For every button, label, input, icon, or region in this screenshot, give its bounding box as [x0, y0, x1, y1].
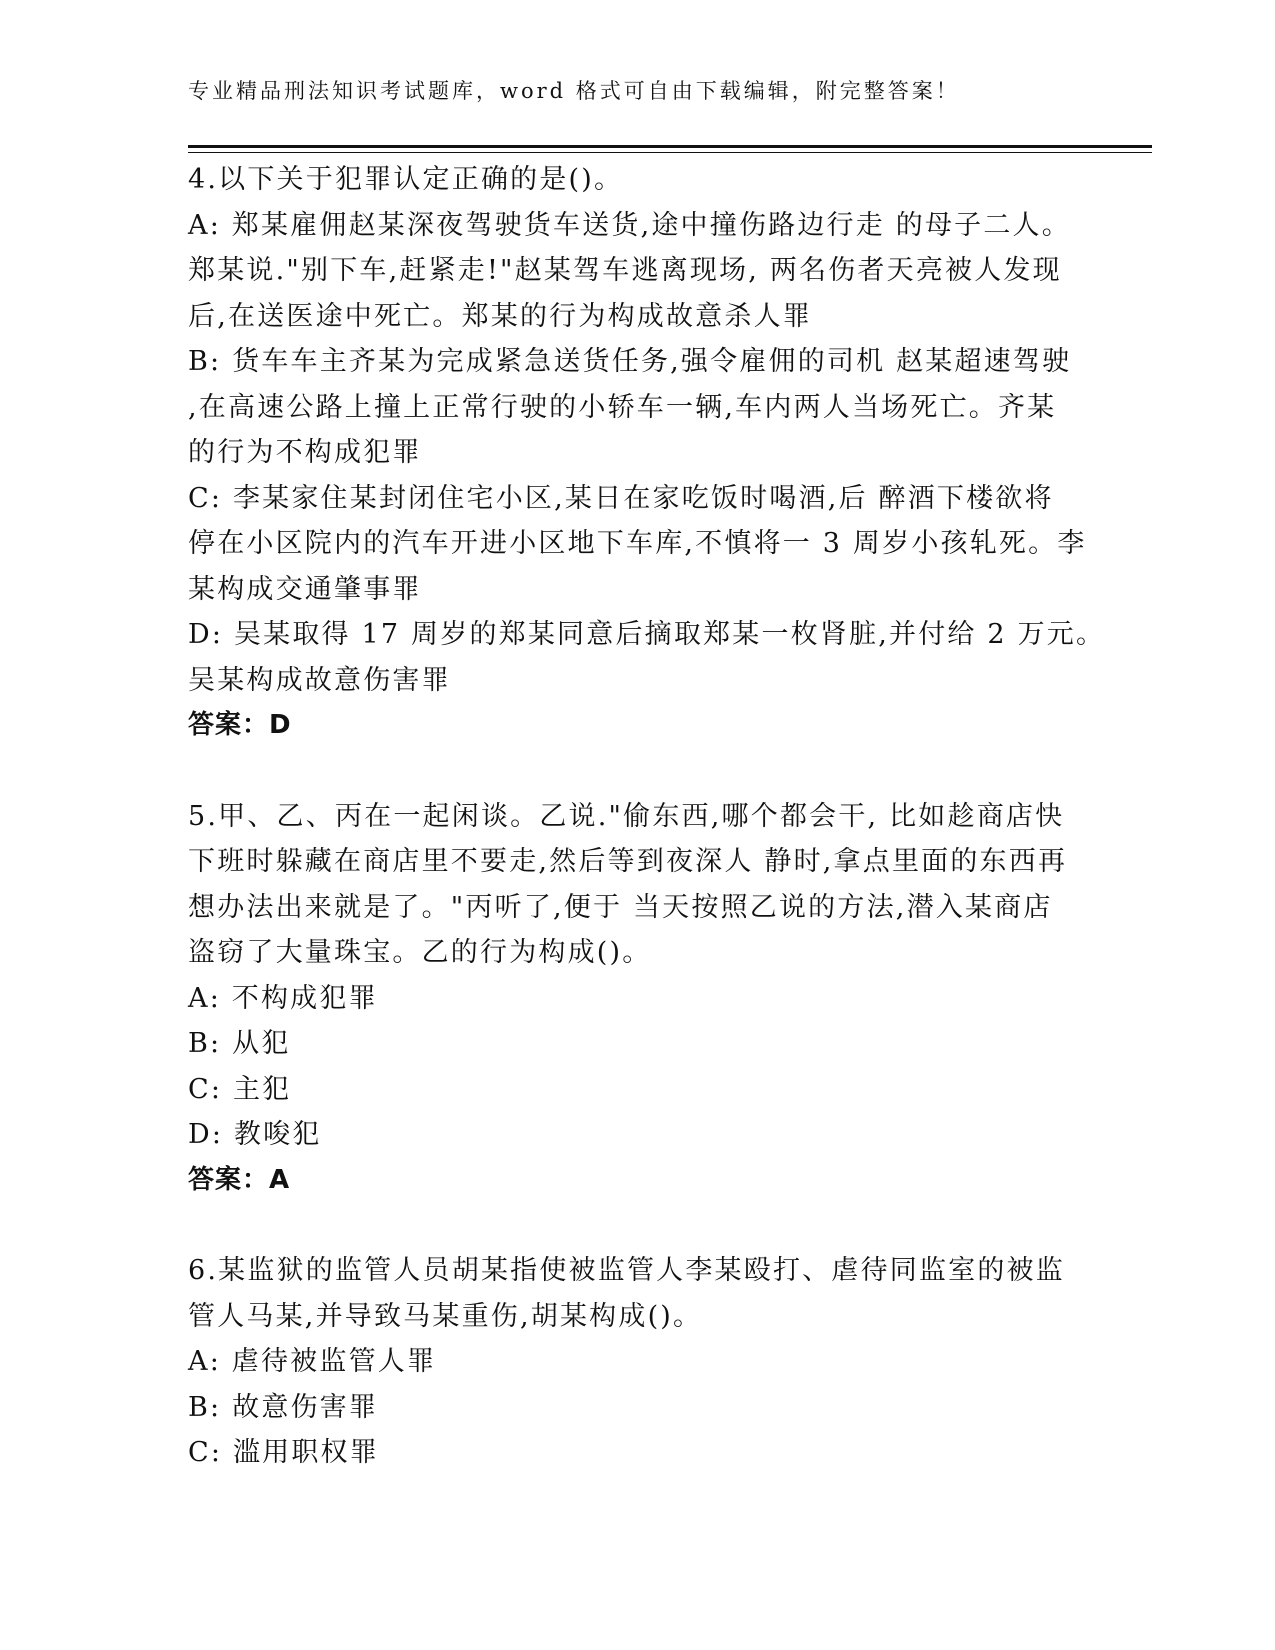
- header-rule-thin: [188, 152, 1152, 153]
- question-stem-line: 6.某监狱的监管人员胡某指使被监管人李某殴打、虐待同监室的被监: [188, 1255, 1065, 1286]
- option-b-line: ,在高速公路上撞上正常行驶的小轿车一辆,车内两人当场死亡。齐某: [188, 391, 1057, 423]
- question-spacer: [188, 1203, 1088, 1248]
- question-stem-line: 管人马某,并导致马某重伤,胡某构成()。: [188, 1300, 703, 1332]
- page-header: 专业精品刑法知识考试题库，word 格式可自由下载编辑，附完整答案！: [188, 79, 960, 103]
- option-b-line: B: 货车车主齐某为完成紧急送货任务,强令雇佣的司机 赵某超速驾驶: [188, 346, 1072, 377]
- answer-label: 答案：D: [188, 710, 292, 740]
- option-d-line: 吴某构成故意伤害罪: [188, 664, 451, 696]
- option-c-line: 某构成交通肇事罪: [188, 573, 422, 605]
- option-a-line: A: 郑某雇佣赵某深夜驾驶货车送货,途中撞伤路边行走 的母子二人。: [188, 209, 1071, 241]
- question-stem-line: 4.以下关于犯罪认定正确的是()。: [188, 164, 624, 195]
- option-b-line: B: 故意伤害罪: [188, 1391, 379, 1423]
- option-a-line: 郑某说."别下车,赶紧走!"赵某驾车逃离现场, 两名伤者天亮被人发现: [188, 255, 1062, 286]
- question-stem-line: 盗窃了大量珠宝。乙的行为构成()。: [188, 937, 652, 968]
- option-d-line: D: 教唆犯: [188, 1119, 322, 1150]
- question-4: [188, 157, 1106, 749]
- option-a-line: A: 虐待被监管人罪: [188, 1346, 437, 1377]
- option-a-line: 后,在送医途中死亡。郑某的行为构成故意杀人罪: [188, 300, 812, 332]
- question-stem-line: 5.甲、乙、丙在一起闲谈。乙说."偷东西,哪个都会干, 比如趁商店快: [188, 800, 1065, 832]
- question-stem-line: 想办法出来就是了。"丙听了,便于 当天按照乙说的方法,潜入某商店: [188, 891, 1053, 923]
- question-5: [188, 794, 1088, 1204]
- question-stem-line: 下班时躲藏在商店里不要走,然后等到夜深人 静时,拿点里面的东西再: [188, 846, 1068, 877]
- option-b-line: B: 从犯: [188, 1028, 291, 1059]
- question-spacer: [188, 749, 1088, 794]
- option-c-line: C: 滥用职权罪: [188, 1437, 379, 1468]
- option-c-line: 停在小区院内的汽车开进小区地下车库,不慎将一 3 周岁小孩轧死。李: [188, 528, 1087, 559]
- option-b-line: 的行为不构成犯罪: [188, 437, 422, 468]
- option-c-line: C: 主犯: [188, 1073, 292, 1105]
- answer-label: 答案：A: [188, 1164, 291, 1195]
- option-d-line: D: 吴某取得 17 周岁的郑某同意后摘取郑某一枚肾脏,并付给 2 万元。: [188, 619, 1106, 650]
- question-6: [188, 1248, 1088, 1476]
- option-a-line: A: 不构成犯罪: [188, 982, 378, 1014]
- option-c-line: C: 李某家住某封闭住宅小区,某日在家吃饭时喝酒,后 醉酒下楼欲将: [188, 482, 1054, 514]
- header-rule-thick: [188, 145, 1152, 148]
- question-list: [188, 157, 1106, 1476]
